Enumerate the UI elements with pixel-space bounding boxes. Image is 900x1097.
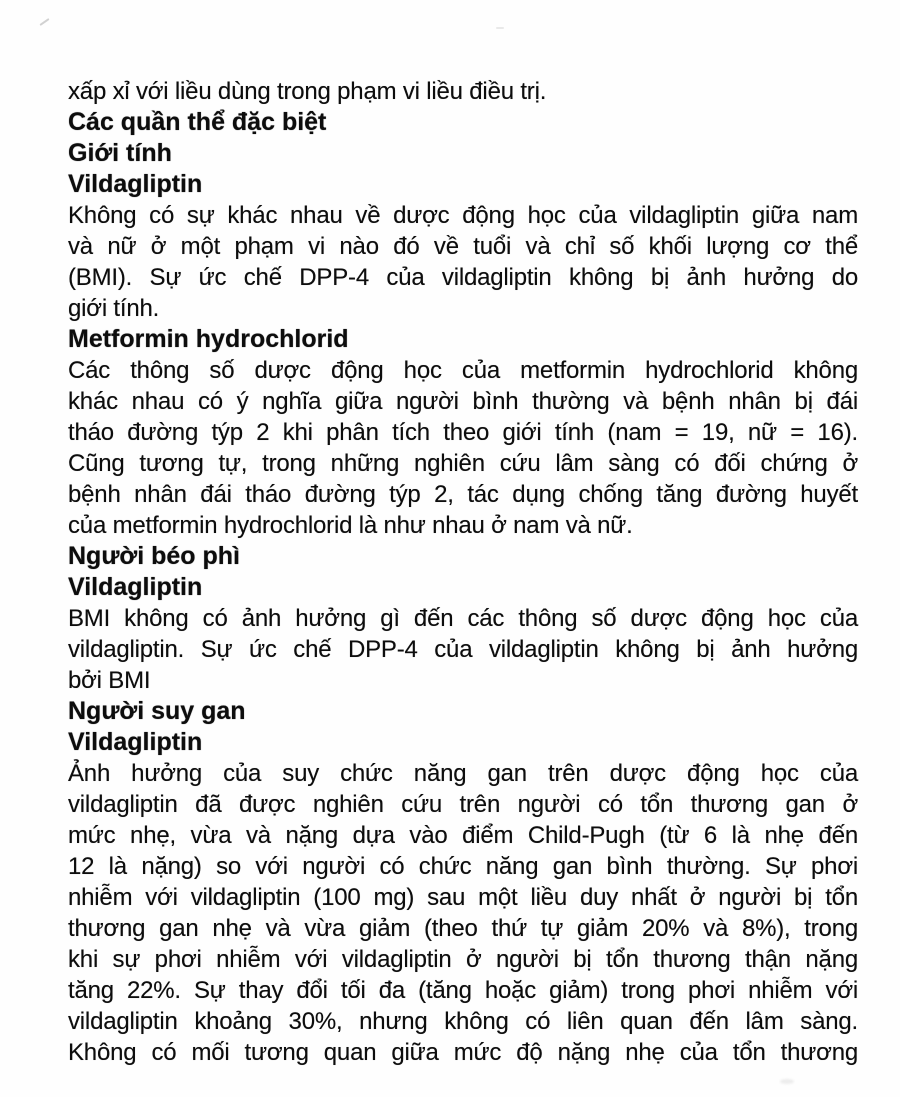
document-text (68, 76, 858, 1068)
text-line: khi sự phơi nhiễm với vildagliptin ở người bị tổn thương thận nặng (68, 946, 858, 973)
text-line: nhiễm với vildagliptin (100 mg) sau một liều duy nhất ở người bị tổn (68, 884, 858, 911)
text-line: (BMI). Sự ức chế DPP-4 của vildagliptin không bị ảnh hưởng do (68, 264, 858, 291)
text-line: thương gan nhẹ và vừa giảm (theo thứ tự giảm 20% và 8%), trong (68, 915, 858, 942)
heading-line: Vildagliptin (68, 573, 203, 601)
text-line: BMI không có ảnh hưởng gì đến các thông số dược động học của (68, 605, 858, 632)
text-line: vildagliptin. Sự ức chế DPP-4 của vildagliptin không bị ảnh hưởng (68, 636, 858, 663)
text-line: tháo đường týp 2 khi phân tích theo giới tính (nam = 19, nữ = 16). (68, 419, 858, 446)
text-line: vildagliptin đã được nghiên cứu trên người có tổn thương gan ở (68, 791, 858, 818)
text-line: xấp xỉ với liều dùng trong phạm vi liều điều trị. (68, 78, 547, 105)
scan-artifact-mark (39, 18, 49, 26)
text-line: của metformin hydrochlorid là như nhau ở nam và nữ. (68, 512, 633, 539)
heading-line: Vildagliptin (68, 728, 203, 756)
text-line: Không có sự khác nhau về dược động học của vildagliptin giữa nam (68, 202, 858, 229)
text-line: bởi BMI (68, 667, 151, 694)
text-line: bệnh nhân đái tháo đường týp 2, tác dụng chống tăng đường huyết (68, 481, 858, 508)
heading-line: Metformin hydrochlorid (68, 325, 349, 353)
text-line: tăng 22%. Sự thay đổi tối đa (tăng hoặc giảm) trong phơi nhiễm với (68, 977, 858, 1004)
heading-line: Người béo phì (68, 542, 240, 570)
text-line: Ảnh hưởng của suy chức năng gan trên dược động học của (68, 760, 858, 787)
heading-line: Vildagliptin (68, 170, 203, 198)
text-line: Không có mối tương quan giữa mức độ nặng nhẹ của tổn thương (68, 1039, 858, 1066)
text-line: Cũng tương tự, trong những nghiên cứu lâm sàng có đối chứng ở (68, 450, 858, 477)
scan-artifact-smudge (780, 1079, 794, 1084)
text-line: Các thông số dược động học của metformin hydrochlorid không (68, 357, 858, 384)
text-line: khác nhau có ý nghĩa giữa người bình thường và bệnh nhân bị đái (68, 388, 858, 415)
text-line: và nữ ở một phạm vi nào đó về tuổi và chỉ số khối lượng cơ thể (68, 233, 858, 260)
heading-line: Các quần thể đặc biệt (68, 108, 327, 136)
scan-artifact-mark (496, 27, 504, 29)
text-line: giới tính. (68, 295, 160, 322)
heading-line: Người suy gan (68, 697, 246, 725)
text-line: 12 là nặng) so với người có chức năng gan bình thường. Sự phơi (68, 853, 858, 880)
heading-line: Giới tính (68, 139, 172, 167)
text-line: vildagliptin khoảng 30%, nhưng không có liên quan đến lâm sàng. (68, 1008, 858, 1035)
text-line: mức nhẹ, vừa và nặng dựa vào điểm Child-Pugh (từ 6 là nhẹ đến (68, 822, 858, 849)
